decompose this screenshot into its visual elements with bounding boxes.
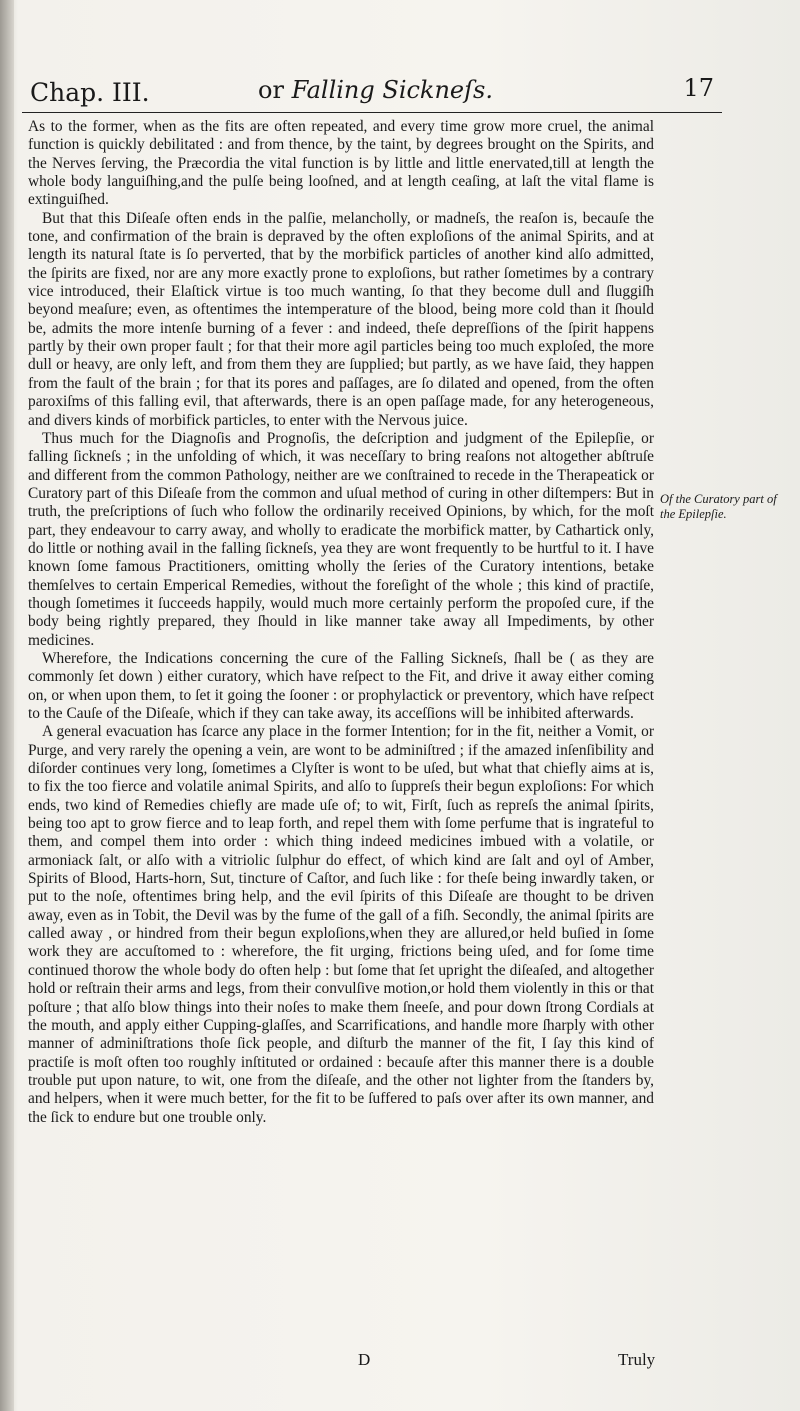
page-footer [0, 1350, 800, 1380]
paragraph: Thus much for the Diagnoſis and Prognoſis, the deſcription and judgment of the Epilepſie, or falling ſickneſs ; in the unfolding of which, it was neceſſary to bring reaſons not altogether abſtruſe and different from the common Pathology, neither are we conſtrained to recede in the Therapeatick or Curatory part of this Diſeaſe from the common and uſual method of curing in other diſtempers: But in truth, the preſcriptions of ſuch who follow the ordinarily received Opinions, by which, for the moſt part, they endeavour to carry away, and wholly to eradicate the morbifick matter, by Cathartick only, do little or nothing avail in the falling ſickneſs, yea they are wont frequently to be hurtful to it. I have known ſome famous Practitioners, omitting wholly the ſeries of the Curatory intentions, betake themſelves to certain Emperical Remedies, without the foreſight of the whole ; this kind of practiſe, though ſometimes it ſucceeds happily, would much more certainly perform the propoſed cure, if the body being rightly prepared, they ſhould in like manner take away all Impediments, by other medicines. [28, 429, 654, 649]
running-title: or Falling Sickneſs. [258, 76, 493, 104]
paragraph: Wherefore, the Indications concerning the cure of the Falling Sickneſs, ſhall be ( as they are commonly ſet down ) either curatory, which have reſpect to the Fit, and drive it away either coming on, or when upon them, to ſet it going the ſooner : or prophylactick or preventory, which have reſpect to the Cauſe of the Diſeaſe, which if they can take away, its acceſſions will be inhibited afterwards. [28, 649, 654, 722]
margin-note: Of the Curatory part of the Epilepſie. [660, 492, 777, 521]
catchword: Truly [618, 1350, 656, 1369]
running-title-italic: Falling Sickneſs. [291, 76, 493, 104]
running-header [22, 68, 722, 113]
chapter-label: Chap. III. [30, 78, 150, 107]
signature-mark: D [358, 1350, 371, 1369]
paragraph: As to the former, when as the fits are often repeated, and every time grow more cruel, the animal function is quickly debilitated : and from thence, by the taint, by degrees brought on the Spirits, and the Nerves ſerving, the Præcordia the vital function is by little and little enervated,till at length the whole body languiſhing,and the pulſe being looſned, and at length ceaſing, at laſt the vital flame is extinguiſhed. [28, 118, 654, 209]
page-number: 17 [683, 74, 714, 102]
page-gutter-shadow [0, 0, 14, 1411]
main-text [28, 118, 654, 1127]
paragraph: But that this Diſeaſe often ends in the palſie, melancholly, or madneſs, the reaſon is, becauſe the tone, and confirmation of the brain is depraved by the often exploſions of the animal Spirits, and at length its natural ſtate is ſo perverted, that by the morbifick particles of another kind alſo admitted, the ſpirits are fixed, nor are any more exactly prone to exploſions, but rather ſometimes by a contrary vice introduced, their Elaſtick virtue is too much wanting, ſo that they become dull and ſluggiſh beyond meaſure; even, as oftentimes the intemperature of the blood, being more cold than it ſhould be, admits the more intenſe burning of a fever : and indeed, theſe depreſſions of the ſpirit happens partly by their own proper fault ; for that their more agil particles being too much exploſed, the more dull or heavy, are only left, and from them they are ſupplied; but partly, as we have ſaid, they happen from the fault of the brain ; for that its pores and paſſages, are ſo dilated and opened, from the often paroxiſms of this falling evil, that afterwards, there is an open paſſage made, for any heterogeneous, and divers kinds of morbifick particles, to enter with the Nervous juice. [28, 209, 654, 429]
paragraph: A general evacuation has ſcarce any place in the former Intention; for in the fit, neither a Vomit, or Purge, and very rarely the opening a vein, are wont to be adminiſtred ; if the amazed inſenſibility and diſorder continues very long, ſometimes a Clyſter is wont to be uſed, but what that chiefly aims at is, to fix the too fierce and volatile animal Spirits, and alſo to ſuppreſs their begun exploſions: For which ends, two kind of Remedies chiefly are made uſe of; to wit, Firſt, ſuch as repreſs the animal ſpirits, being too apt to grow fierce and to leap forth, and repel them with ſome perfume that is ingrateful to them, and compel them into order : which thing indeed medicines imbued with a volatile, or armoniack ſalt, or alſo with a vitriolic ſulphur do effect, of which kind are ſalt and oyl of Amber, Spirits of Blood, Harts-horn, Sut, tincture of Caſtor, and ſuch like : for theſe being inwardly taken, or put to the noſe, oftentimes bring help, and the evil ſpirits of this Diſeaſe are thought to be driven away, even as in Tobit, the Devil was by the fume of the gall of a fiſh. Secondly, the animal ſpirits are called away , or hindred from their begun exploſions,when they are allured,or held buſied in ſome work they are accuſtomed to : wherefore, the fit urging, frictions being uſed, and for ſome time continued thorow the whole body do often help : but ſome that ſet upright the diſeaſed, and altogether hold or reſtrain their arms and legs, from their convulſive motion,or hold them violently in this or that poſture ; that alſo blow things into their noſes to make them ſneeſe, and pour down ſtrong Cordials at the mouth, and apply either Cupping-glaſſes, and Scarrifications, and handle more ſharply with other manner of adminiſtrations thoſe ſick people, and diſturb the manner of the fit, I ſay this kind of practiſe is moſt often too roughly inſtituted or ordained : becauſe after this manner there is a double trouble put upon nature, to wit, one from the diſeaſe, and the other not lighter from the ſtanders by, and helpers, when it were much better, for the fit to be ſuffered to paſs over after its own manner, and the ſick to endure but one trouble only. [28, 723, 654, 1126]
